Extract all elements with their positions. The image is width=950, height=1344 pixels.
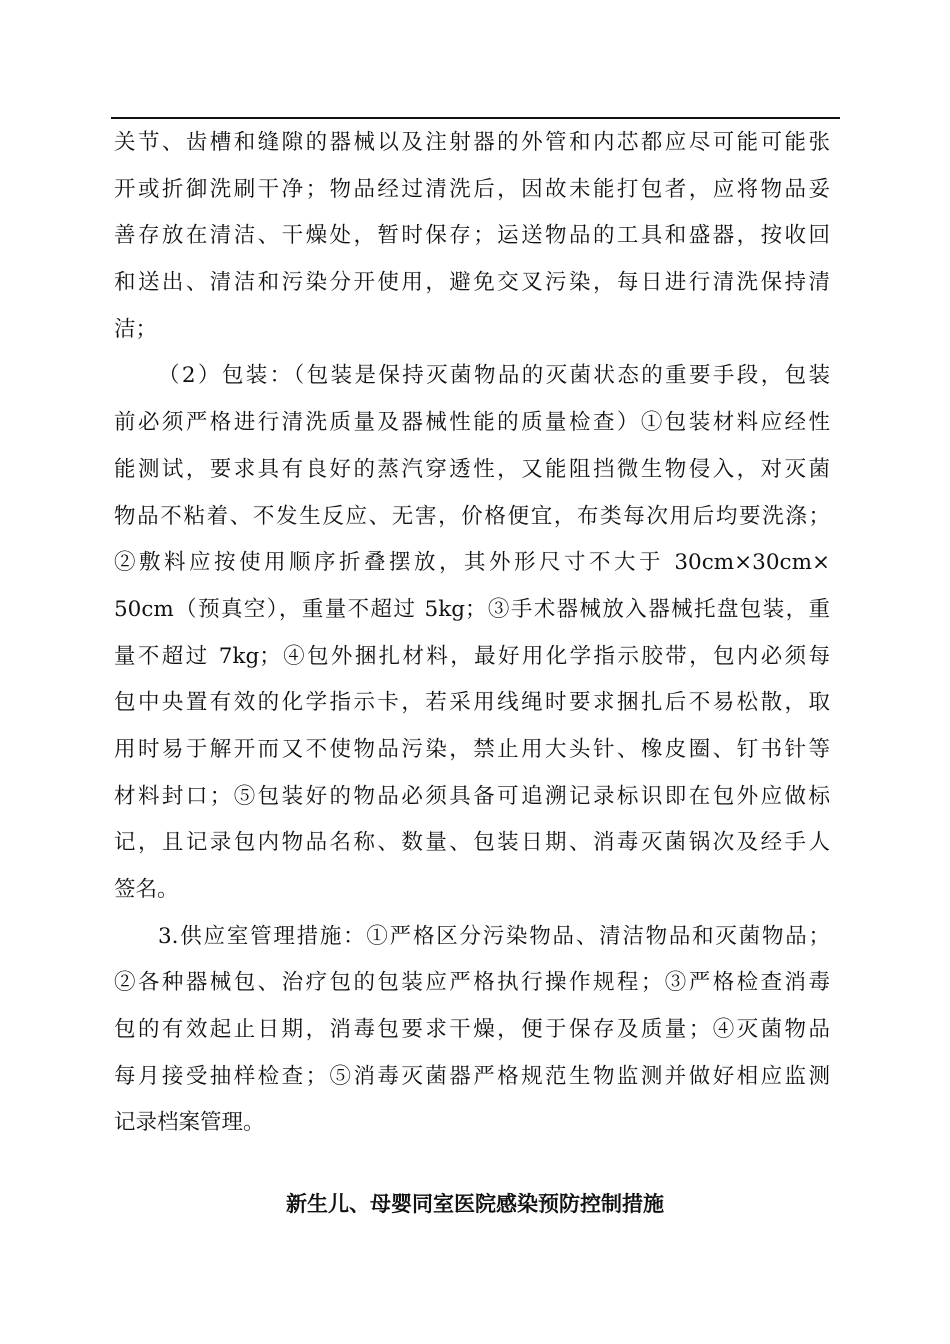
text-line: 记录档案管理。	[114, 1110, 265, 1136]
text-line: 记，且记录包内物品名称、数量、包装日期、消毒灭菌锅次及经手人	[114, 830, 830, 856]
text-line: 物品不粘着、不发生反应、无害，价格便宜，布类每次用后均要洗涤；	[114, 503, 830, 529]
text-line: ②敷料应按使用顺序折叠摆放，其外形尺寸不大于 30cm×30cm×	[114, 550, 830, 576]
paragraph-packaging	[114, 353, 830, 913]
text-line: 用时易于解开而又不使物品污染，禁止用大头针、橡皮圈、钉书针等	[114, 736, 830, 762]
text-line: 3.供应室管理措施：①严格区分污染物品、清洁物品和灭菌物品；	[158, 923, 830, 949]
text-line: 能测试，要求具有良好的蒸汽穿透性，又能阻挡微生物侵入，对灭菌	[114, 456, 830, 482]
text-line: 和送出、清洁和污染分开使用，避免交叉污染，每日进行清洗保持清	[114, 270, 830, 296]
text-line: 材料封口；⑤包装好的物品必须具备可追溯记录标识即在包外应做标	[114, 783, 830, 809]
text-line: 包中央置有效的化学指示卡，若采用线绳时要求捆扎后不易松散，取	[114, 690, 830, 716]
section-title: 新生儿、母婴同室医院感染预防控制措施	[286, 1192, 664, 1216]
text-line: 量不超过 7kg；④包外捆扎材料，最好用化学指示胶带，包内必须每	[114, 643, 830, 669]
document-body	[114, 120, 830, 1147]
text-line: 50cm（预真空），重量不超过 5kg；③手术器械放入器械托盘包装，重	[114, 596, 830, 622]
text-line: 关节、齿槽和缝隙的器械以及注射器的外管和内芯都应尽可能可能张	[114, 130, 830, 155]
text-line: 包的有效起止日期，消毒包要求干燥，便于保存及质量；④灭菌物品	[114, 1017, 830, 1043]
header-rule	[111, 117, 840, 119]
text-line: ②各种器械包、治疗包的包装应严格执行操作规程；③严格检查消毒	[114, 970, 830, 996]
paragraph-management	[114, 914, 830, 1147]
text-line: 善存放在清洁、干燥处，暂时保存；运送物品的工具和盛器，按收回	[114, 223, 830, 249]
text-line: 签名。	[114, 877, 179, 902]
text-line: 洁；	[114, 316, 158, 342]
text-line: （2）包装：（包装是保持灭菌物品的灭菌状态的重要手段，包装	[158, 363, 830, 389]
text-line: 前必须严格进行清洗质量及器械性能的质量检查）①包装材料应经性	[114, 410, 830, 436]
paragraph-cleaning	[114, 120, 830, 353]
text-line: 每月接受抽样检查；⑤消毒灭菌器严格规范生物监测并做好相应监测	[114, 1063, 830, 1089]
text-line: 开或折御洗刷干净；物品经过清洗后，因故未能打包者，应将物品妥	[114, 176, 830, 202]
